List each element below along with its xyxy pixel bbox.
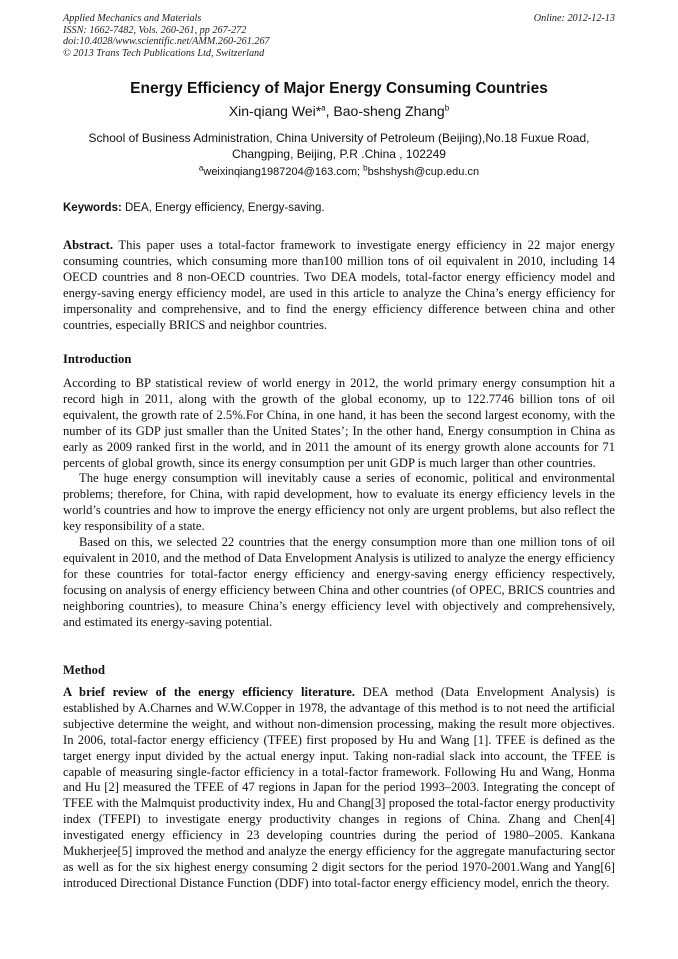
introduction-heading: Introduction [63, 352, 132, 366]
doi-line: doi:10.4028/www.scientific.net/AMM.260-261.267 [63, 36, 270, 47]
keywords-label: Keywords: [63, 202, 122, 214]
email-a[interactable]: weixinqiang1987204@163.com; [203, 166, 364, 178]
paper-title: Energy Efficiency of Major Energy Consuming Countries [130, 80, 548, 97]
running-header [63, 13, 615, 59]
author-separator: , [325, 103, 334, 119]
method-subheading: A brief review of the energy efficiency literature. [63, 685, 355, 699]
author-1: Xin-qiang Wei* [228, 103, 322, 119]
author-2-superscript: b [444, 103, 450, 113]
introduction-paragraph-1: According to BP statistical review of world energy in 2012, the world primary energy consumption hit a record high in 2011, along with the growth of the global economy, up to 122.7746 billion tons of oil equivalent, the growth rate of 2.5%.For China, in one hand, it has been the second largest economy, with the number of its GDP just smaller than the United States’; In the other hand, Energy consumption in China as early as 2009 ranked first in the world, and in 2011 the amount of its energy growth alone accounts for 71 percents of global growth, since its energy consumption per unit GDP is much larger than other countries. [63, 376, 615, 470]
method-heading: Method [63, 663, 105, 677]
introduction-paragraph-2: The huge energy consumption will inevitably cause a series of economic, political and environmental problems; therefore, for China, with rapid development, how to evaluate its energy efficiency levels in the world’s countries and how to improve the energy efficiency not only are urgent problems, but also reflect the key responsibility of a state. [63, 471, 615, 534]
abstract [63, 238, 615, 333]
method-body [63, 685, 615, 892]
online-date: Online: 2012-12-13 [533, 13, 615, 24]
journal-name: Applied Mechanics and Materials [63, 13, 202, 24]
affiliation: School of Business Administration, China University of Petroleum (Beijing),No.18 Fuxue Road, Changping, Beijing, P.R .China , 102249 [88, 131, 590, 161]
email-line [0, 163, 678, 178]
keywords [63, 202, 325, 214]
email-b[interactable]: bshshysh@cup.edu.cn [367, 166, 480, 178]
author-2: Bao-sheng Zhang [333, 103, 445, 119]
abstract-label: Abstract. [63, 238, 114, 252]
email-b-superscript: b [363, 163, 368, 173]
author-1-superscript: a [321, 103, 326, 113]
introduction-body [63, 376, 615, 631]
issn-line: ISSN: 1662-7482, Vols. 260-261, pp 267-272 [63, 24, 247, 36]
method-paragraph-1: DEA method (Data Envelopment Analysis) is established by A.Charnes and W.W.Copper in 1978, the advantage of this method is to not need the artificial subjective determine the weight, and without non-dimension processing, making the result more objectives. In 2006, total-factor energy efficiency (TFEE) first proposed by Hu and Wang [1]. TFEE is defined as the target energy input divided by the actual energy input. Taking non-radial slack into account, the TFEE is capable of measuring single-factor efficiency in a total-factor framework. Following Hu and Wang, Honma and Hu [2] measured the TFEE of 47 regions in Japan for the period 1993–2003. Integrating the concept of TFEE with the Malmquist productivity index, Hu and Chang[3] proposed the total-factor energy productivity index (TFEPI) to investigate energy productivity changes in regions of China. Zhang and Chen[4] investigated energy efficiency in 23 developing countries during the period of 1980–2005. Kankana Mukherjee[5] improved the method and analyze the energy efficiency for the aggregate manufacturing sector as well as for the six highest energy consuming 2 digit sectors for the period 1970-2001.Wang and Yang[6] introduced Directional Distance Function (DDF) into total-factor energy efficiency model, enrich the theory. [63, 685, 615, 890]
introduction-paragraph-3: Based on this, we selected 22 countries that the energy consumption more than one million tons of oil equivalent in 2010, and the method of Data Envelopment Analysis is utilized to analyze the energy efficiency for these countries for total-factor energy efficiency and energy-saving energy efficiency respectively, focusing on analysis of energy efficiency between China and other countries (of OPEC, BRICS countries and neighboring countries), to measure China’s energy efficiency level with objectively and comprehensively, and estimated its energy-saving potential. [63, 535, 615, 629]
keywords-text: DEA, Energy efficiency, Energy-saving. [121, 202, 325, 214]
email-a-superscript: a [198, 163, 204, 173]
abstract-text: This paper uses a total-factor framework to investigate energy efficiency in 22 major energy consuming countries, which consuming more than100 million tons of oil equivalent in 2010, including 14 OECD countries and 8 non-OECD countries. Two DEA models, total-factor energy efficiency model and energy-saving energy efficiency model, are used in this article to analyze the China’s energy efficiency for impersonality and comprehensive, and to find the energy efficiency difference between china and other countries, especially BRICS and neighbor countries. [63, 238, 615, 332]
copyright-line: © 2013 Trans Tech Publications Ltd, Switzerland [63, 47, 265, 59]
author-line [0, 103, 678, 119]
